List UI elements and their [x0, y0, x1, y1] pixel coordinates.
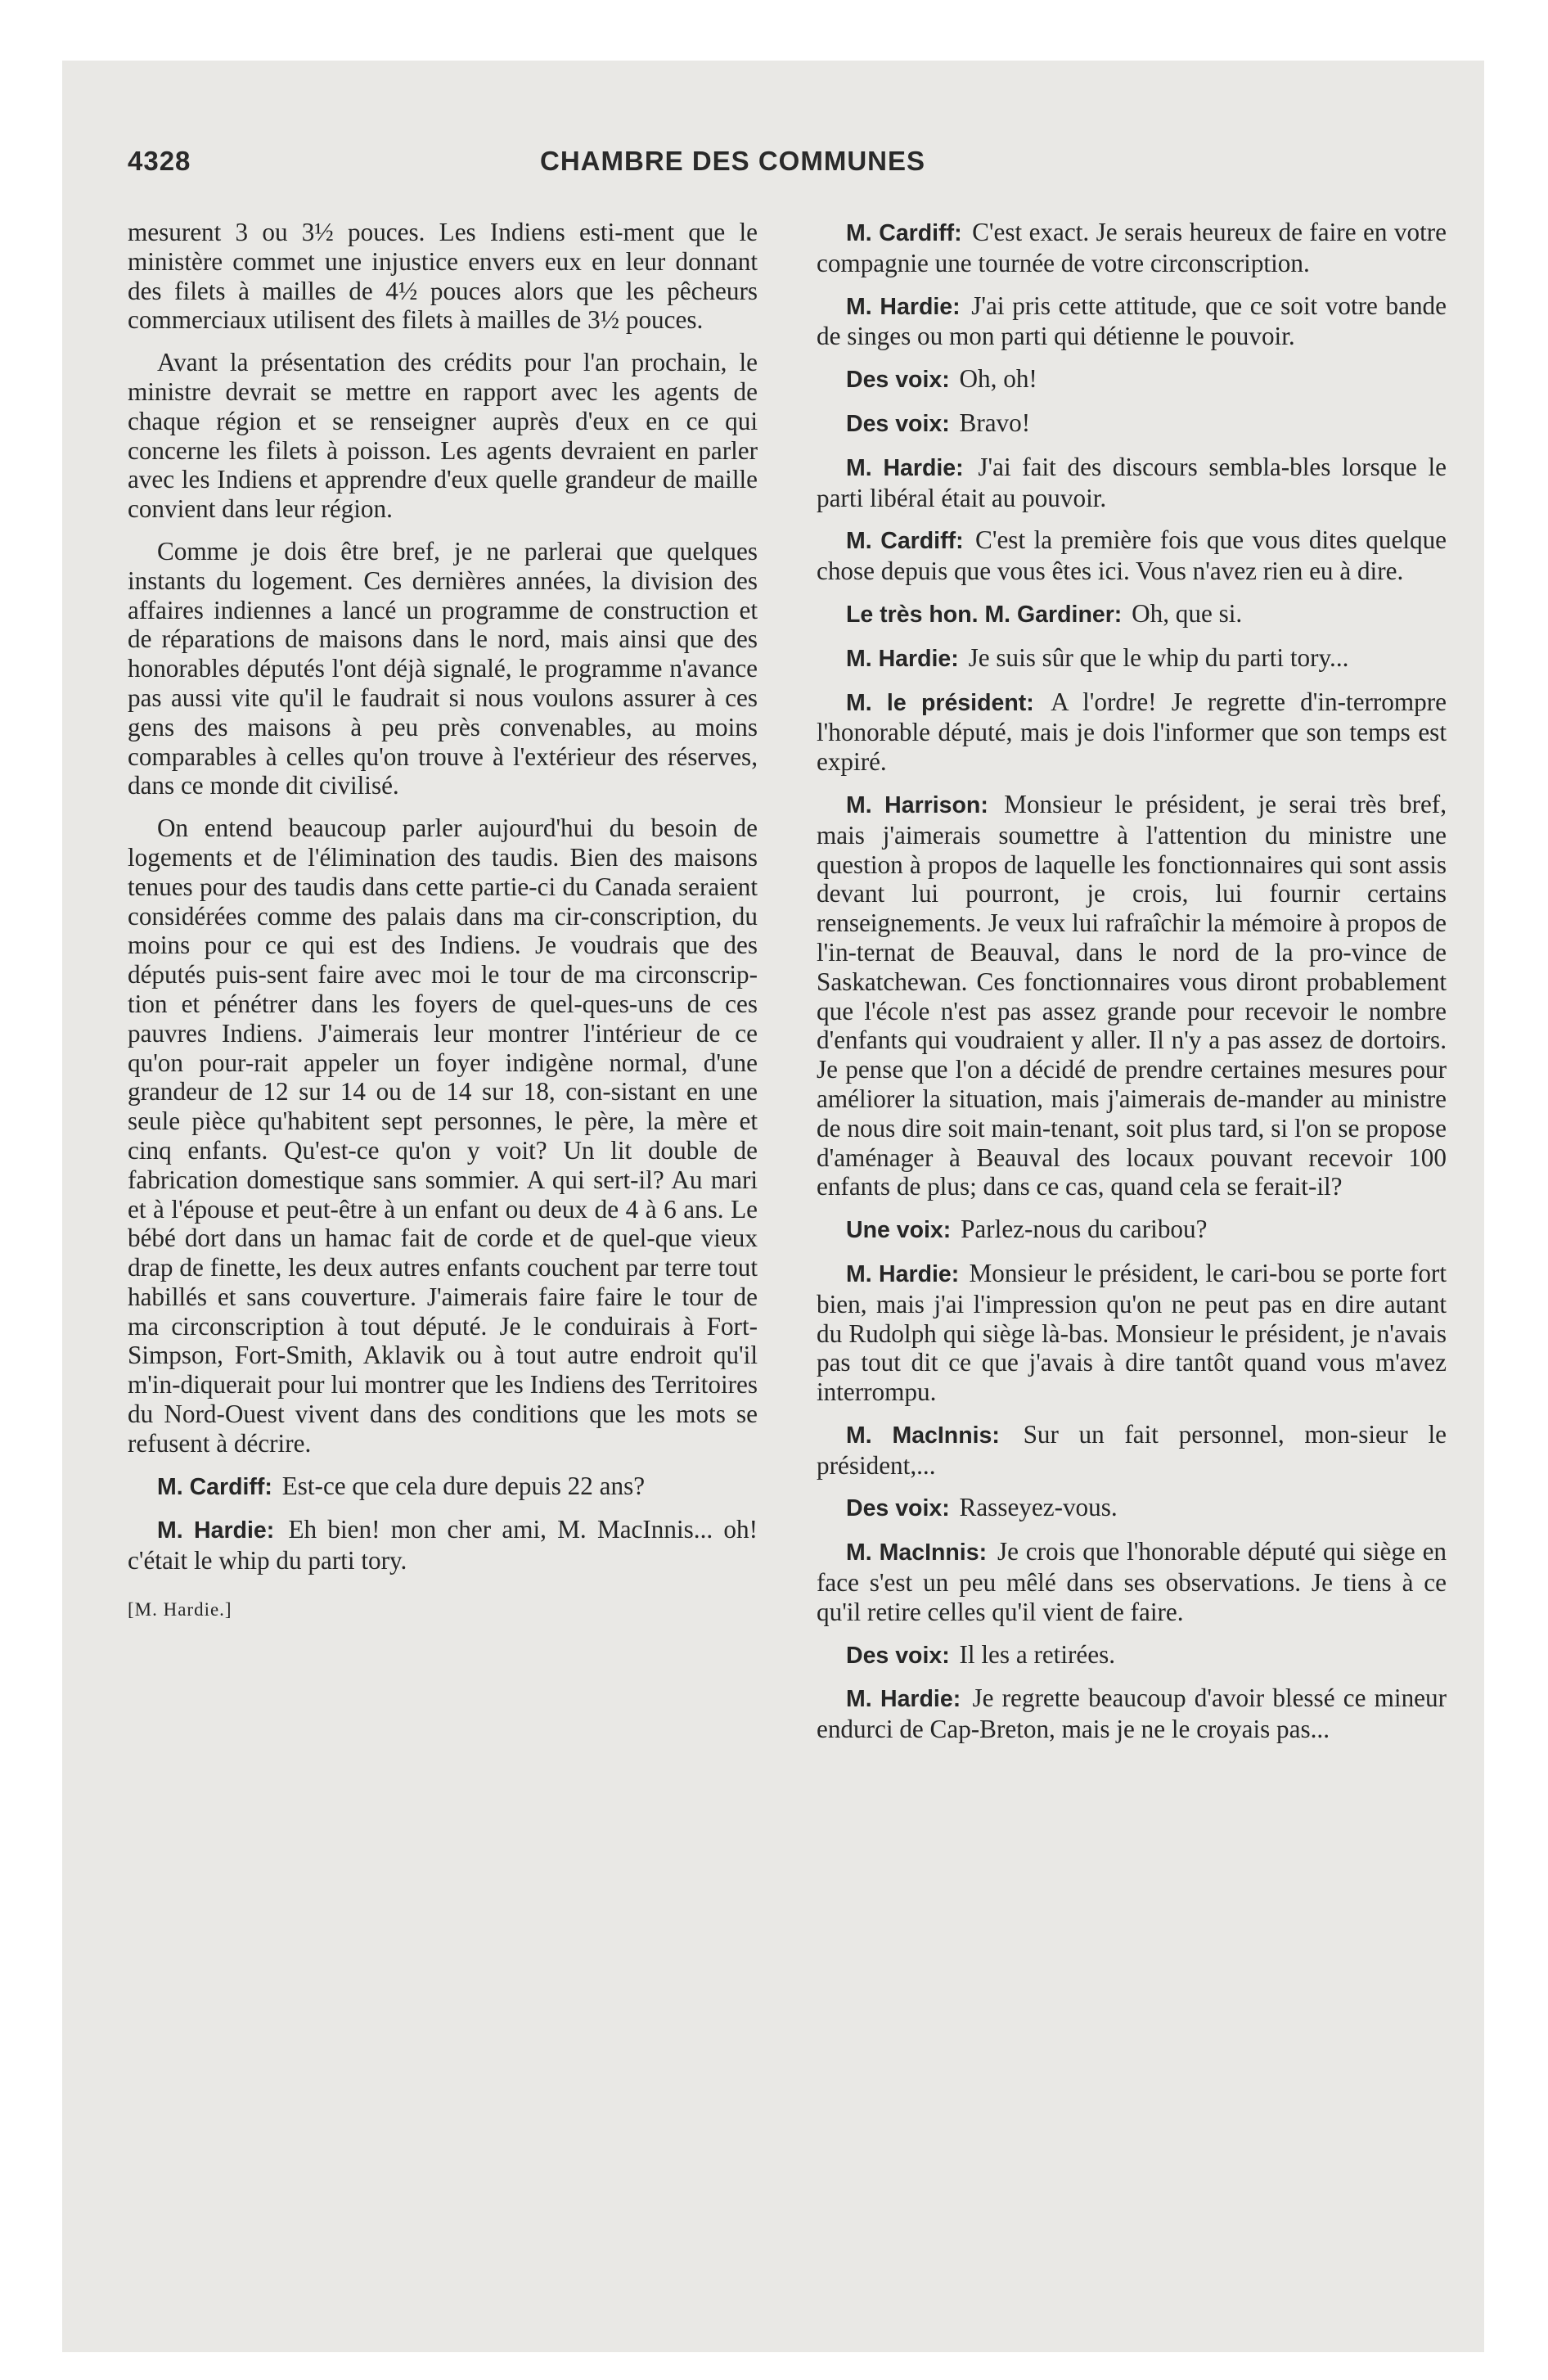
speech: [817, 218, 1447, 278]
speech: [817, 1684, 1447, 1744]
speech: [817, 1420, 1447, 1481]
speaker-name: M. Harrison:: [846, 791, 988, 818]
speaker-attribution: [M. Hardie.]: [128, 1599, 232, 1620]
paragraph: mesurent 3 ou 3½ pouces. Les Indiens esti-ment que le ministère commet une injustice envers eux en leur donnant des filets à mailles de 4½ pouces alors que les pêcheurs commerciaux utilisent des filets à mailles de 3½ pouces.: [128, 218, 758, 335]
speaker-name: Des voix:: [846, 1495, 950, 1522]
speech: [817, 364, 1447, 395]
speaker-name: M. Hardie:: [846, 645, 959, 672]
speech: [817, 408, 1447, 439]
speaker-name: Le très hon. M. Gardiner:: [846, 601, 1123, 628]
speech: [817, 1640, 1447, 1671]
speaker-name: M. Hardie:: [846, 454, 964, 481]
left-column: [128, 218, 758, 1625]
speaker-name: M. Hardie:: [157, 1517, 275, 1544]
speech: [817, 1259, 1447, 1407]
speaker-name: Une voix:: [846, 1217, 952, 1244]
speech-text: Parlez-nous du caribou?: [961, 1215, 1208, 1244]
paragraph: Avant la présentation des crédits pour l'an prochain, le ministre devrait se mettre en rapport avec les agents de chaque région et se renseigner auprès d'eux en ce qui concerne les filets à poisson. Les agents devraient en parler avec les Indiens et apprendre d'eux quelle grandeur de maille convient dans leur région.: [128, 348, 758, 524]
speech: [128, 1472, 758, 1503]
speech-text: J'ai pris cette attitude, que ce soit votre bande de singes ou mon parti qui détienne le pouvoir.: [817, 291, 1447, 351]
speaker-name: M. Hardie:: [846, 1260, 960, 1287]
speech-text: Je regrette beaucoup d'avoir blessé ce mineur endurci de Cap-Breton, mais je ne le croyais pas...: [817, 1684, 1447, 1744]
page-number: 4328: [128, 146, 191, 176]
speech: [817, 453, 1447, 513]
speech: [817, 687, 1447, 777]
speech-text: Monsieur le président, je serai très bref, mais j'aimerais soumettre à l'attention du ministre une question à propos de laquelle les fonctionnaires qui sont assis devant lui pourront, je crois, lui fournir certains renseignements. Je veux lui rafraîchir la mémoire à propos de l'in-ternat de Beauval, dans le nord de la pro-vince de Saskatchewan. Ces fonctionnaires vous diront probablement que l'école n'est pas assez grande pour recevoir le nombre d'enfants qui voudraient y aller. Il n'y a pas assez de dortoirs. Je pense que l'on a décidé de prendre certaines mesures pour améliorer la situation, mais j'aimerais de-mander au ministre de nous dire soit main-tenant, soit plus tard, si l'on se propose d'aménager à Beauval des locaux pouvant recevoir 100 enfants de plus; dans ce cas, quand cela se ferait-il?: [817, 789, 1447, 1201]
speech: [128, 1515, 758, 1575]
speech-text: Il les a retirées.: [959, 1639, 1116, 1669]
speaker-name: M. Cardiff:: [846, 528, 964, 555]
speech-text: Sur un fait personnel, mon-sieur le président,...: [817, 1419, 1447, 1480]
speaker-name: M. Hardie:: [846, 1686, 961, 1713]
speech-text: Oh, que si.: [1132, 598, 1243, 628]
speech-text: J'ai fait des discours sembla-bles lorsque le parti libéral était au pouvoir.: [817, 452, 1447, 512]
speech: [817, 790, 1447, 1201]
speech-text: Je suis sûr que le whip du parti tory...: [968, 642, 1349, 672]
speech-text: Monsieur le président, le cari-bou se porte fort bien, mais j'ai l'impression qu'on ne peut pas en dire autant du Rudolph qui siège là-bas. Monsieur le président, je n'avais pas tout dit ce que j'avais à dire tantôt quand vous m'avez interrompu.: [817, 1258, 1447, 1407]
speech: [817, 291, 1447, 352]
speech: [817, 643, 1447, 674]
speaker-name: M. le président:: [846, 689, 1034, 716]
speech: [817, 525, 1447, 586]
speaker-name: Des voix:: [846, 410, 950, 437]
paragraph: Comme je dois être bref, je ne parlerai que quelques instants du logement. Ces dernières années, la division des affaires indiennes a lancé un programme de construction et de réparations de maisons dans le nord, mais ainsi que des honorables députés l'ont déjà signalé, le programme n'avance pas aussi vite qu'il le faudrait si nous voulons assurer à ces gens des maisons à peu près convenables, au moins comparables à celles qu'on trouve à l'extérieur des réserves, dans ce monde dit civilisé.: [128, 536, 758, 800]
speech-text: Je crois que l'honorable député qui siège en face s'est un peu mêlé dans ses observations. Je tiens à ce qu'il retire celles qu'il vient de faire.: [817, 1537, 1447, 1626]
speaker-name: Des voix:: [846, 367, 950, 394]
speaker-name: M. Hardie:: [846, 293, 961, 320]
speech-text: Est-ce que cela dure depuis 22 ans?: [281, 1471, 646, 1500]
speaker-name: M. MacInnis:: [846, 1539, 988, 1566]
speaker-name: M. MacInnis:: [846, 1422, 1000, 1449]
speech: [817, 1493, 1447, 1524]
speech-text: Rasseyez-vous.: [959, 1493, 1118, 1522]
speech-text: A l'ordre! Je regrette d'in-terrompre l'honorable député, mais je dois l'informer que son temps est expiré.: [817, 687, 1447, 777]
speech-text: Bravo!: [959, 408, 1031, 437]
speech-text: Oh, oh!: [959, 364, 1037, 394]
speech-text: Eh bien! mon cher ami, M. MacInnis... oh! c'était le whip du parti tory.: [128, 1515, 758, 1575]
speech: [817, 599, 1447, 630]
speech-text: C'est exact. Je serais heureux de faire en votre compagnie une tournée de votre circonscription.: [817, 218, 1447, 277]
running-head: CHAMBRE DES COMMUNES: [540, 146, 926, 176]
speech-text: C'est la première fois que vous dites quelque chose depuis que vous êtes ici. Vous n'avez rien eu à dire.: [817, 525, 1447, 586]
speaker-name: M. Cardiff:: [157, 1473, 272, 1500]
right-column: [817, 218, 1447, 1757]
speaker-name: Des voix:: [846, 1642, 950, 1669]
paragraph: On entend beaucoup parler aujourd'hui du besoin de logements et de l'élimination des taudis. Bien des maisons tenues pour des taudis dans cette partie-ci du Canada seraient considérées comme des palais dans ma cir-conscription, du moins pour ce qui est des Indiens. Je voudrais que des députés puis-sent faire avec moi le tour de ma circonscrip-tion et pénétrer dans les foyers de quel-ques-uns de ces pauvres Indiens. J'aimerais leur montrer l'intérieur de ce qu'on pour-rait appeler un foyer indigène normal, d'une grandeur de 12 sur 14 ou de 14 sur 18, con-sistant en une seule pièce qu'habitent sept personnes, le père, la mère et cinq enfants. Qu'est-ce qu'on y voit? Un lit double de fabrication domestique sans sommier. A qui sert-il? Au mari et à l'épouse et peut-être à un enfant ou deux de 4 à 6 ans. Le bébé dort dans un hamac fait de corde et de quel-que vieux drap de finette, les deux autres enfants couchent par terre tout habillés et sans couverture. J'aimerais faire faire le tour de ma circonscription à tout député. Je le conduirais à Fort-Simpson, Fort-Smith, Aklavik ou à tout autre endroit qu'il m'in-diquerait pour lui montrer que les Indiens des Territoires du Nord-Ouest vivent dans des conditions que les mots se refusent à décrire.: [128, 814, 758, 1458]
speech: [817, 1537, 1447, 1626]
speaker-name: M. Cardiff:: [846, 220, 962, 246]
speech: [817, 1215, 1447, 1246]
